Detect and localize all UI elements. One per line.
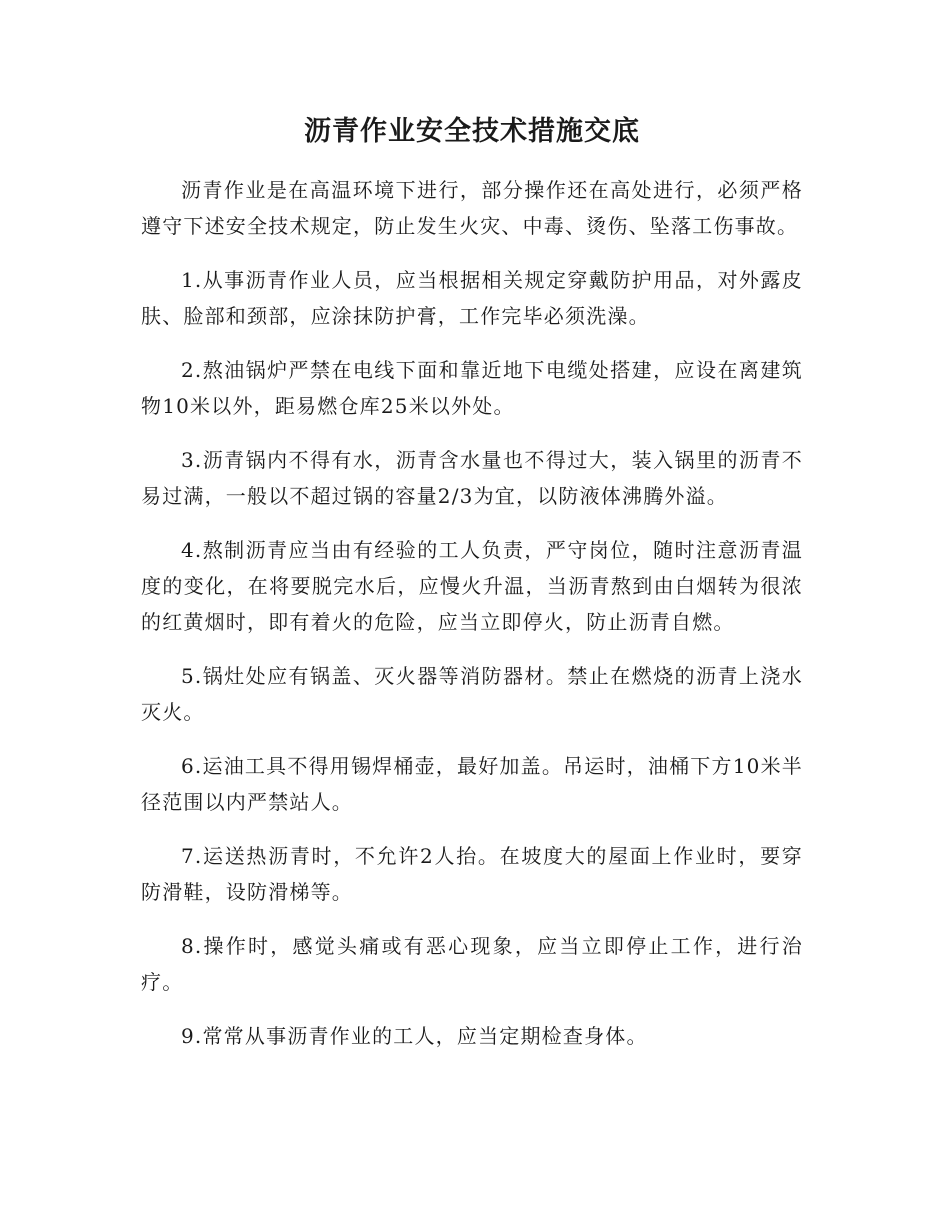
safety-item-6: 6.运油工具不得用锡焊桶壶，最好加盖。吊运时，油桶下方10米半径范围以内严禁站人。 [141,754,803,814]
safety-item-9: 9.常常从事沥青作业的工人，应当定期检查身体。 [181,1024,648,1048]
safety-item-2: 2.熬油锅炉严禁在电线下面和靠近地下电缆处搭建，应设在离建筑物10米以外，距易燃仓库25米以外处。 [141,358,803,418]
document-title: 沥青作业安全技术措施交底 [304,116,640,147]
safety-item-3: 3.沥青锅内不得有水，沥青含水量也不得过大，装入锅里的沥青不易过满，一般以不超过锅的容量2/3为宜，以防液体沸腾外溢。 [141,448,803,508]
safety-item-4: 4.熬制沥青应当由有经验的工人负责，严守岗位，随时注意沥青温度的变化，在将要脱完水后，应慢火升温，当沥青熬到由白烟转为很浓的红黄烟时，即有着火的危险，应当立即停火，防止沥青自燃。 [141,538,803,634]
safety-item-7: 7.运送热沥青时，不允许2人抬。在坡度大的屋面上作业时，要穿防滑鞋，设防滑梯等。 [141,844,803,904]
safety-item-1: 1.从事沥青作业人员，应当根据相关规定穿戴防护用品，对外露皮肤、脸部和颈部，应涂抹防护膏，工作完毕必须洗澡。 [141,268,803,328]
safety-item-8: 8.操作时，感觉头痛或有恶心现象，应当立即停止工作，进行治疗。 [141,934,803,994]
document-body [141,110,803,1072]
intro-paragraph: 沥青作业是在高温环境下进行，部分操作还在高处进行，必须严格遵守下述安全技术规定，防止发生火灾、中毒、烫伤、坠落工伤事故。 [141,178,803,238]
safety-item-5: 5.锅灶处应有锅盖、灭火器等消防器材。禁止在燃烧的沥青上浇水灭火。 [141,664,803,724]
